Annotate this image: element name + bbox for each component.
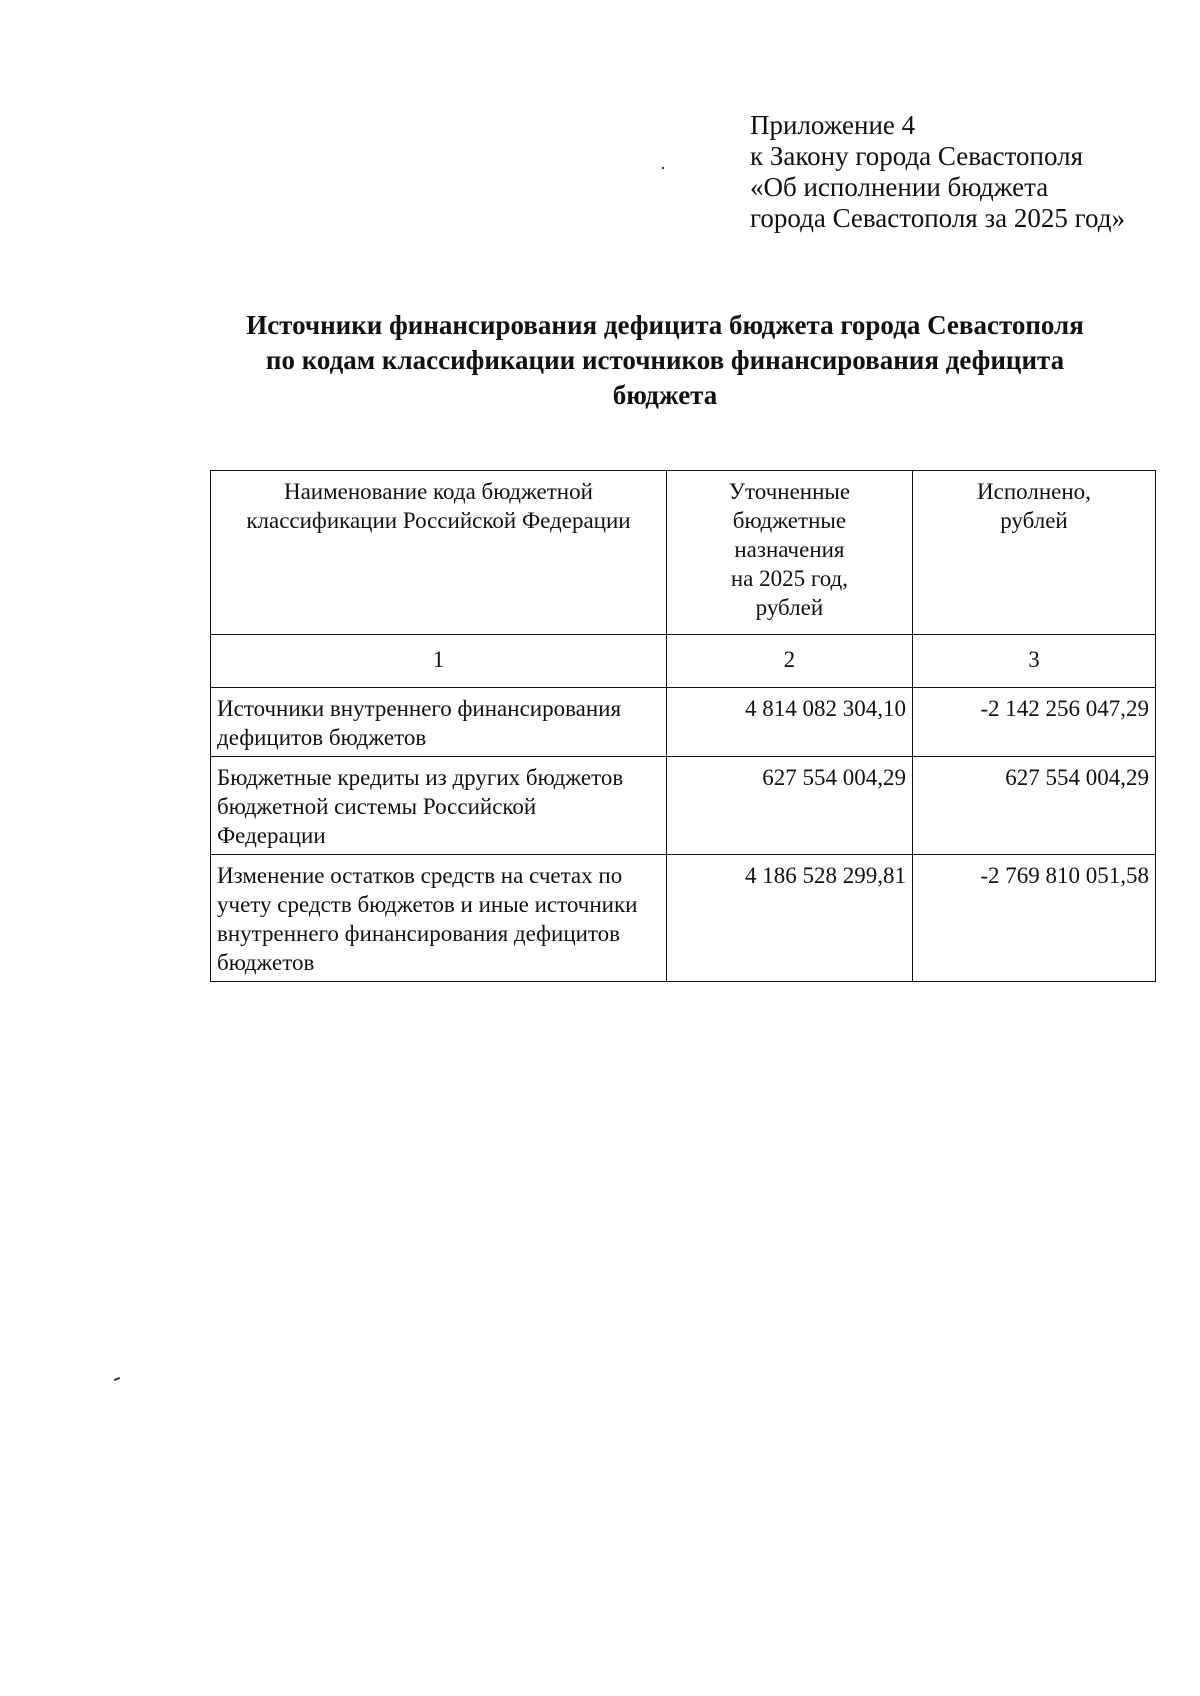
header-line: Наименование кода бюджетной (283, 479, 593, 504)
header-line: на 2025 год, (730, 566, 849, 591)
financing-sources-table (210, 470, 1156, 982)
column-number: 2 (666, 635, 912, 688)
title-line: Источники финансирования дефицита бюджета города Севастополя (246, 310, 1084, 340)
row-name-line: бюджетной системы Российской (217, 794, 537, 819)
row-name-line: Федерации (217, 823, 326, 848)
appendix-reference (750, 110, 1125, 234)
header-line: классификации Российской Федерации (246, 508, 631, 533)
column-number: 1 (211, 635, 667, 688)
appendix-line: к Закону города Севастополя (750, 141, 1084, 171)
header-line: бюджетные (732, 508, 847, 533)
row-executed-value: 627 554 004,29 (912, 757, 1155, 855)
header-name-column (211, 471, 667, 635)
appendix-line: «Об исполнении бюджета (750, 172, 1049, 202)
column-number-row (211, 635, 1156, 688)
title-line: по кодам классификации источников финансирования дефицита (265, 345, 1065, 375)
document-title (190, 308, 1140, 413)
header-executed-column (912, 471, 1155, 635)
appendix-line: Приложение 4 (750, 110, 916, 140)
row-name-line: дефицитов бюджетов (217, 725, 427, 750)
row-executed-value: -2 142 256 047,29 (912, 688, 1155, 757)
row-name-line: Бюджетные кредиты из других бюджетов (217, 765, 624, 790)
title-line: бюджета (612, 380, 718, 410)
row-name (211, 757, 667, 855)
row-name-line: Источники внутреннего финансирования (217, 696, 622, 721)
row-planned-value: 4 186 528 299,81 (666, 855, 912, 982)
table-row (211, 757, 1156, 855)
row-name-line: учету средств бюджетов и иные источники (217, 892, 638, 917)
header-line: назначения (734, 537, 845, 562)
column-number: 3 (912, 635, 1155, 688)
header-line: Исполнено, (977, 479, 1091, 504)
table-header-row (211, 471, 1156, 635)
row-executed-value: -2 769 810 051,58 (912, 855, 1155, 982)
header-line: Уточненные (728, 479, 851, 504)
row-name (211, 688, 667, 757)
table-row (211, 855, 1156, 982)
row-name-line: бюджетов (217, 950, 315, 975)
row-name-line: Изменение остатков средств на счетах по (217, 863, 623, 888)
header-line: рублей (755, 595, 824, 620)
row-planned-value: 627 554 004,29 (666, 757, 912, 855)
appendix-line: города Севастополя за 2025 год» (750, 203, 1125, 233)
row-planned-value: 4 814 082 304,10 (666, 688, 912, 757)
scan-speck (114, 1377, 120, 1381)
scan-speck (662, 167, 664, 169)
table-row (211, 688, 1156, 757)
header-line: рублей (1000, 508, 1068, 533)
header-planned-column (666, 471, 912, 635)
row-name-line: внутреннего финансирования дефицитов (217, 921, 621, 946)
row-name (211, 855, 667, 982)
